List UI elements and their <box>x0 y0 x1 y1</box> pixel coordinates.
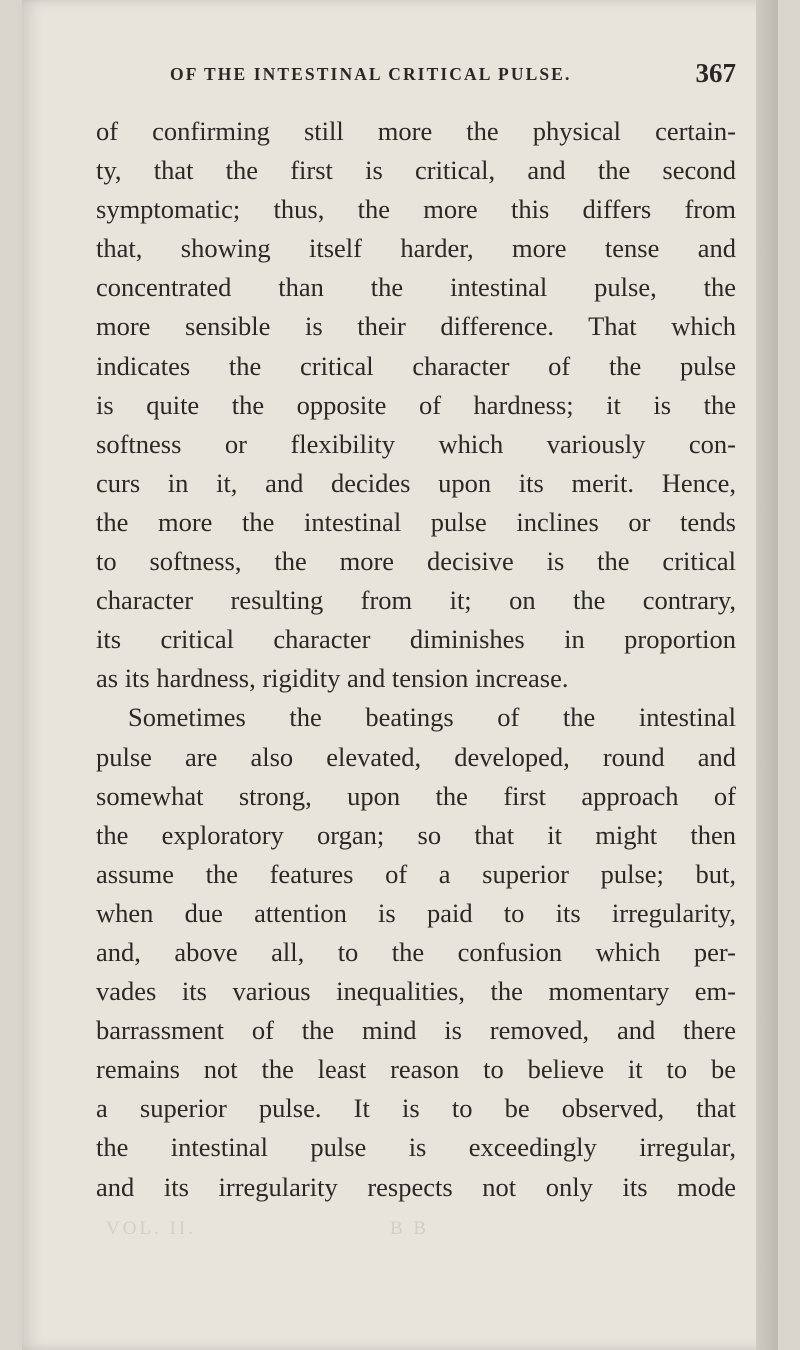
text-line: indicates the critical character of the pulse <box>96 350 736 381</box>
text-line: assume the features of a superior pulse; but, <box>96 858 736 889</box>
text-line: somewhat strong, upon the first approach of <box>96 780 736 811</box>
text-line: symptomatic; thus, the more this differs from <box>96 194 736 225</box>
text-line: ty, that the first is critical, and the second <box>96 155 736 186</box>
text-line: pulse are also elevated, developed, round and <box>96 741 736 772</box>
volume-mark: VOL. II. <box>106 1218 196 1239</box>
page-edge-shadow <box>756 0 778 1350</box>
text-line: the intestinal pulse is exceedingly irregular, <box>96 1132 736 1163</box>
text-line: curs in it, and decides upon its merit. Hence, <box>96 467 736 498</box>
signature-mark: B B <box>390 1218 430 1239</box>
text-line: a superior pulse. It is to be observed, that <box>96 1093 736 1124</box>
body-text <box>96 112 736 1207</box>
text-line: and, above all, to the confusion which per- <box>96 936 736 967</box>
text-line: to softness, the more decisive is the critical <box>96 546 736 577</box>
text-line: that, showing itself harder, more tense and <box>96 233 736 264</box>
text-line: barrassment of the mind is removed, and there <box>96 1015 736 1046</box>
text-line: remains not the least reason to believe it to be <box>96 1054 736 1085</box>
page-header <box>170 58 736 92</box>
text-line: as its hardness, rigidity and tension increase. <box>96 663 569 694</box>
text-line: is quite the opposite of hardness; it is the <box>96 389 736 420</box>
bleed-through-footer <box>106 1218 486 1248</box>
text-line: concentrated than the intestinal pulse, the <box>96 272 736 303</box>
page-number: 367 <box>695 58 736 88</box>
text-line: more sensible is their difference. That which <box>96 311 736 342</box>
text-line: vades its various inequalities, the momentary em- <box>96 976 736 1007</box>
text-line: the exploratory organ; so that it might then <box>96 819 736 850</box>
text-line: the more the intestinal pulse inclines or tends <box>96 506 736 537</box>
text-line: and its irregularity respects not only its mode <box>96 1171 736 1202</box>
text-line: when due attention is paid to its irregularity, <box>96 897 736 928</box>
text-line: Sometimes the beatings of the intestinal <box>128 702 736 733</box>
text-line: its critical character diminishes in proportion <box>96 624 736 655</box>
text-line: softness or flexibility which variously con- <box>96 428 736 459</box>
text-line: character resulting from it; on the contrary, <box>96 585 736 616</box>
running-title: OF THE INTESTINAL CRITICAL PULSE. <box>170 64 572 84</box>
text-line: of confirming still more the physical certain- <box>96 116 736 146</box>
